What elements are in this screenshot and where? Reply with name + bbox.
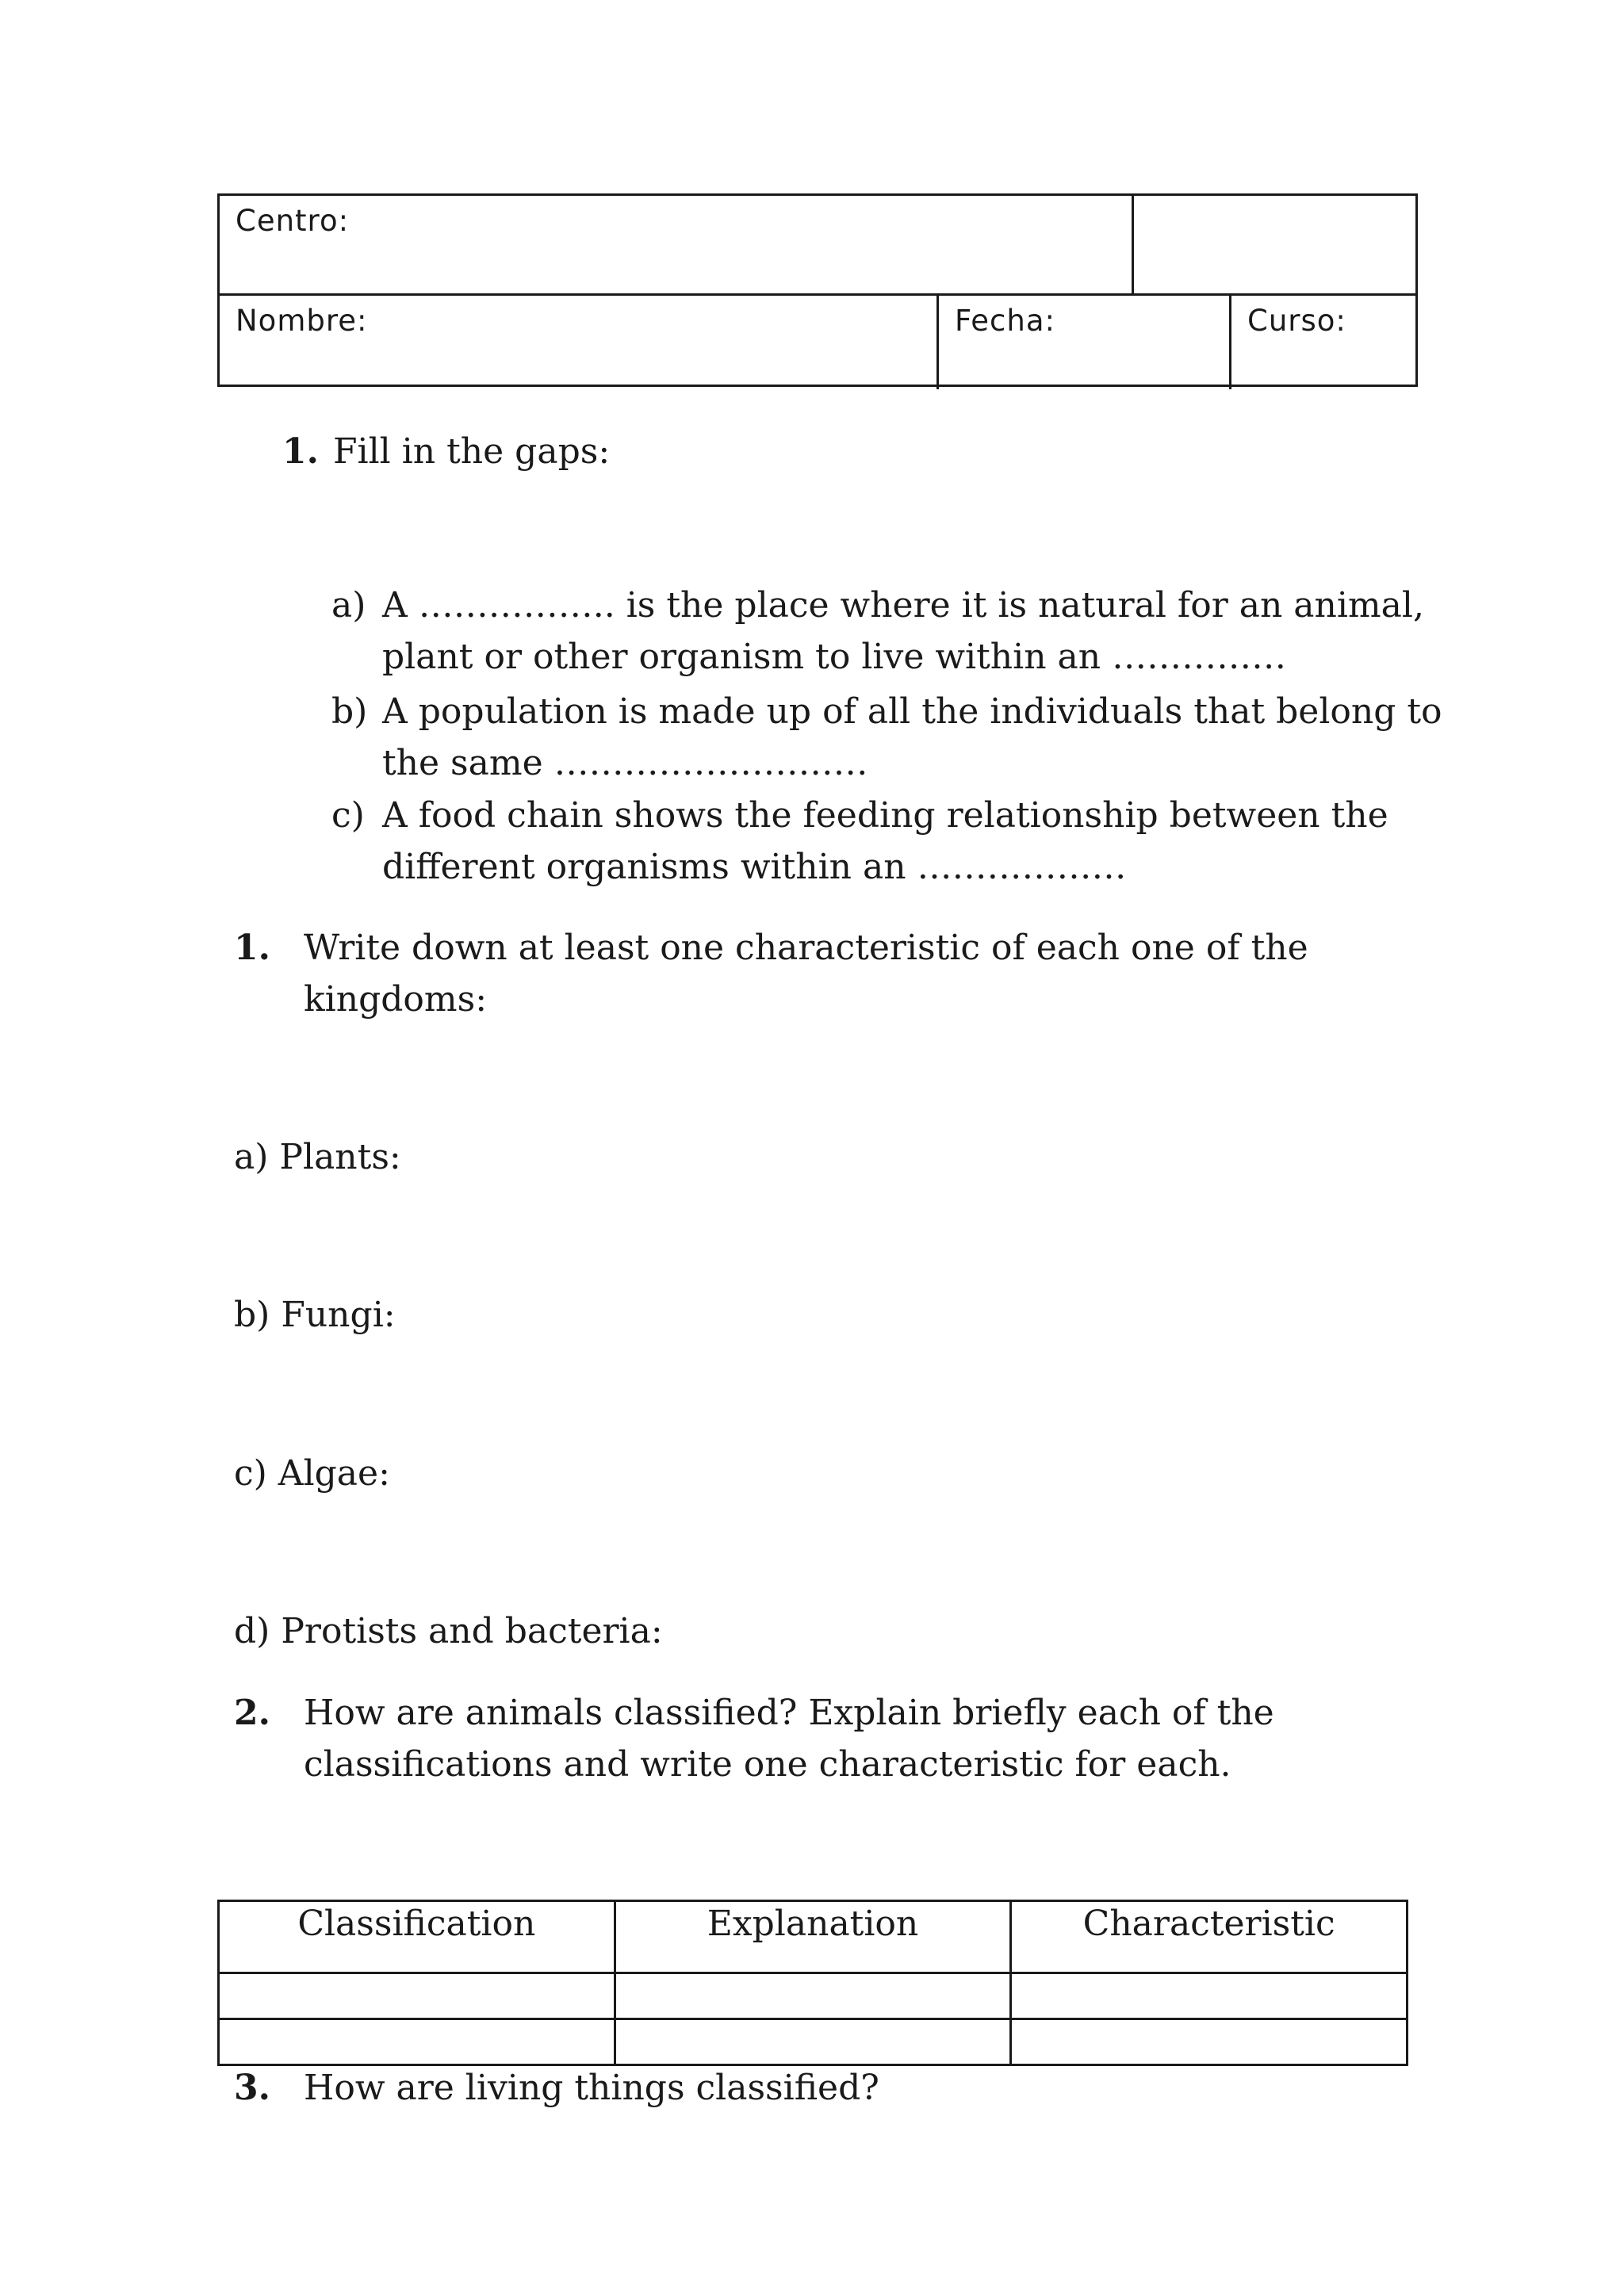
curso-field[interactable] [1231,296,1415,387]
q3-line2: classifications and write one characteristic for each. [304,1744,1231,1785]
q2-part-plants: a) Plants: [234,1137,401,1177]
nombre-field[interactable] [220,296,936,387]
table-row [219,1973,1408,2019]
q3-line1: How are animals classified? Explain briefly each of the [304,1693,1274,1733]
q1-item-a-letter: a) [331,585,366,626]
q1-title: Fill in the gaps: [333,431,611,472]
table-cell[interactable] [219,1973,615,2019]
col-header-classification: Classification [219,1901,615,1973]
q4-text: How are living things classified? [304,2068,879,2108]
table-cell[interactable] [1011,2019,1408,2065]
q1-item-c-letter: c) [331,795,365,836]
curso-label: Curso: [1247,304,1346,338]
q2-line2: kingdoms: [304,979,488,1020]
blank-field[interactable] [1134,196,1415,293]
q1-item-c-line2: different organisms within an ……………… [382,847,1127,887]
fecha-field[interactable] [939,296,1229,387]
table-row [219,2019,1408,2065]
col-header-explanation: Explanation [615,1901,1011,1973]
q2-number: 1. [234,928,270,968]
q4-number: 3. [234,2068,270,2108]
q2-part-fungi: b) Fungi: [234,1295,396,1335]
q1-item-a-line2: plant or other organism to live within an …………… [382,637,1287,677]
classification-table [217,1900,1408,2066]
q2-part-algae: c) Algae: [234,1453,390,1494]
nombre-label: Nombre: [236,304,368,338]
q1-item-b-line1: A population is made up of all the individuals that belong to [382,691,1442,732]
q1-number: 1. [282,431,319,472]
q2-line1: Write down at least one characteristic of each one of the [304,928,1308,968]
table-header-row [219,1901,1408,1973]
table-cell[interactable] [219,2019,615,2065]
col-header-characteristic: Characteristic [1011,1901,1408,1973]
table-cell[interactable] [1011,1973,1408,2019]
fecha-label: Fecha: [955,304,1055,338]
q1-item-b-letter: b) [331,691,368,732]
q3-number: 2. [234,1693,270,1733]
table-cell[interactable] [615,1973,1011,2019]
centro-field[interactable] [220,196,1132,293]
centro-label: Centro: [236,204,350,238]
q1-item-b-line2: the same ……………………… [382,743,868,783]
table-cell[interactable] [615,2019,1011,2065]
q2-part-protists: d) Protists and bacteria: [234,1611,663,1651]
header-table [217,193,1418,387]
q1-item-a-line1: A …………….. is the place where it is natural for an animal, [382,585,1424,626]
q1-item-c-line1: A food chain shows the feeding relationship between the [382,795,1388,836]
